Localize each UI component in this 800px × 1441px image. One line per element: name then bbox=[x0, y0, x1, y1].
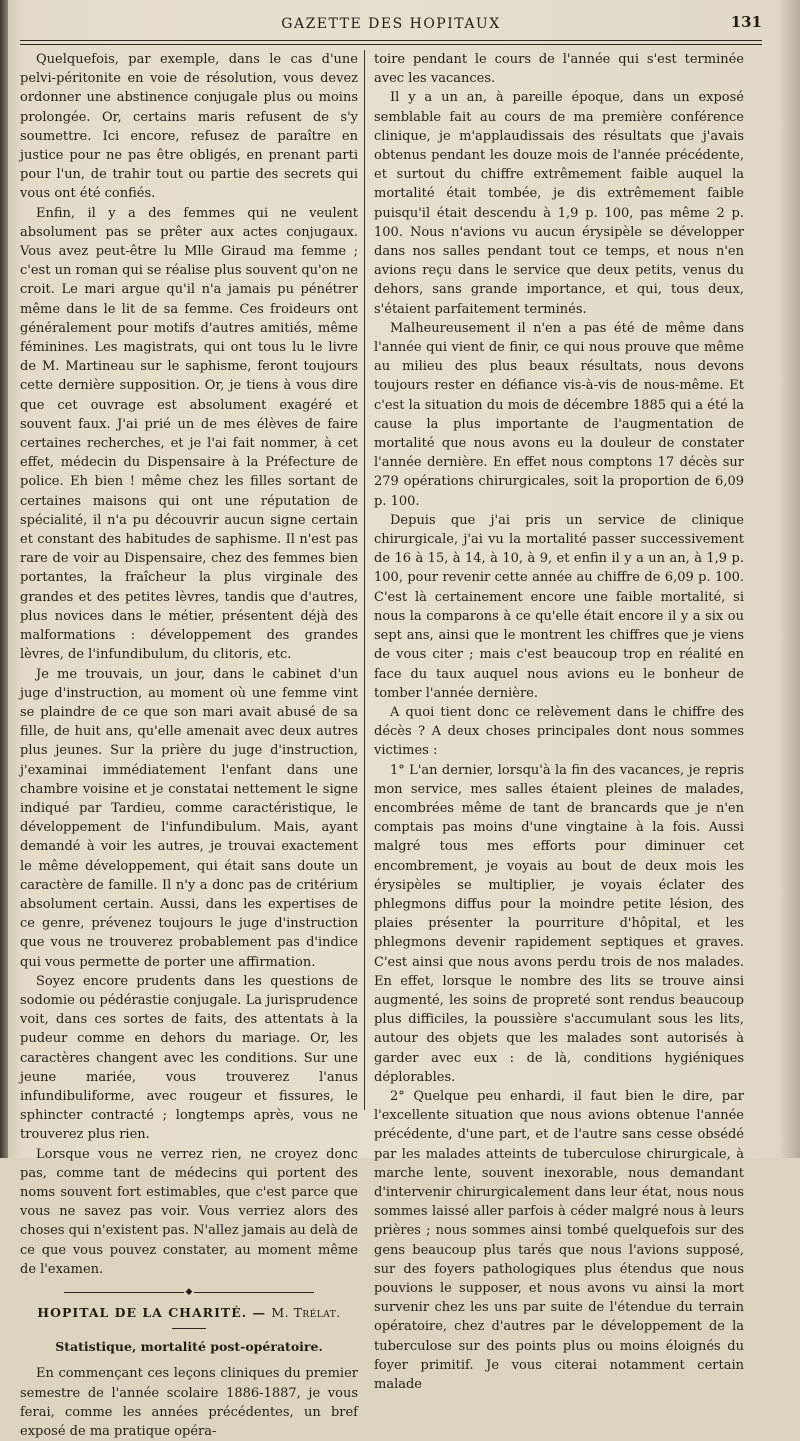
page-header bbox=[20, 10, 762, 40]
column-divider bbox=[364, 50, 365, 1110]
paragraph: 2° Quelque peu enhardi, il faut bien le dire, par l'excellente situation que nous avions obtenue l'année précédente, d'une part, et de l'autre sans cesse obsédé par les malades atteints de tuberculose chirurgicale, à marche lente, souvent inexorable, nous demandant d'intervenir chirurgicalement dans leur état, nous nous sommes laissé aller parfois à céder malgré nous à leurs prières ; nous sommes ainsi tombé quelquefois sur des gens beaucoup plus tarés que nous l'avions supposé, sur des foyers pathologiques plus étendus que nous pouvions le supposer, et nous avons vu ainsi la mort survenir chez les uns par suite de l'étendue du terrain opératoire, chez d'autres par le développement de la tuberculose sur des points plus ou moins éloignés du foyer primitif. Je vous citerai notamment certain malade bbox=[374, 1088, 744, 1393]
paragraph: Depuis que j'ai pris un service de clinique chirurgicale, j'ai vu la mortalité passer successivement de 16 à 15, à 14, à 10, à 9, et enfin il y a un an, à 1,9 p. 100, pour revenir cette année au chiffre de 6,09 p. 100. C'est là certainement encore une faible mortalité, si nous la comparons à ce qu'elle était encore il y a six ou sept ans, ainsi que le montrent les chiffres que je viens de vous citer ; mais c'est beaucoup trop en réalité en face du taux auquel nous avions eu le bonheur de tomber l'année dernière. bbox=[374, 512, 744, 701]
short-rule bbox=[172, 1328, 206, 1329]
title-dash: — bbox=[247, 1305, 272, 1320]
paragraph: Enfin, il y a des femmes qui ne veulent absolument pas se prêter aux actes conjugaux. Vous avez peut-être lu Mlle Giraud ma femme ; c'est un roman qui se réalise plus souvent qu'on ne croit. Le mari argue qu'il n'a jamais pu pénétrer même dans le lit de sa femme. Ces froideurs ont généralement pour motifs d'autres amitiés, même féminines. Les magistrats, qui ont tous lu le livre de M. Martineau sur le saphisme, feront toujours cette dernière supposition. Or, je tiens à vous dire que cet ouvrage est absolument exagéré et souvent faux. J'ai prié un de mes élèves de faire certaines recherches, et je l'ai fait nommer, à cet effet, médecin du Dispensaire à la Préfecture de police. Eh bien ! même chez les filles sortant de certaines maisons qui ont une réputation de spécialité, il n'a pu découvrir aucun signe certain et constant des habitudes de saphisme. Il n'est pas rare de voir au Dispensaire, chez des femmes bien portantes, la fraîcheur la plus virginale des grandes et des petites lèvres, tandis que d'autres, plus novices dans le métier, présentent déjà des malformations : développement des grandes lèvres, de l'infundibulum, du clitoris, etc. bbox=[20, 205, 358, 663]
author-name: M. Trélat. bbox=[271, 1305, 341, 1320]
subsection-title: Statistique, mortalité post-opératoire. bbox=[55, 1339, 323, 1355]
journal-title: GAZETTE DES HOPITAUX bbox=[281, 16, 501, 32]
paragraph: Lorsque vous ne verrez rien, ne croyez donc pas, comme tant de médecins qui portent des noms souvent fort estimables, que c'est parce que vous ne savez pas voir. Vous verriez alors des choses qui n'existent pas. N'allez jamais au delà de ce que vous pouvez constater, au moment même de l'examen. bbox=[20, 1146, 358, 1277]
section-separator: ◆ bbox=[20, 1287, 358, 1297]
binding-gutter bbox=[0, 0, 8, 1158]
paragraph: Il y a un an, à pareille époque, dans un exposé semblable fait au cours de ma première conférence clinique, je m'applaudissais des résultats que j'avais obtenus pendant les douze mois de l'année précédente, et surtout du chiffre extrêmement faible auquel la mortalité était tombée, je dis extrêmement faible puisqu'il était descendu à 1,9 p. 100, pas même 2 p. 100. Nous n'avions vu aucun érysipèle se développer dans nos salles pendant tout ce temps, et nous n'en avions reçu dans le service que deux petits, venus du dehors, sans grande importance, et qui, tous deux, s'étaient parfaitement terminés. bbox=[374, 90, 744, 317]
paragraph: A quoi tient donc ce relèvement dans le chiffre des décès ? A deux choses principales dont nous sommes victimes : bbox=[374, 704, 744, 759]
page-edge-shadow bbox=[780, 0, 800, 1158]
hospital-name: HOPITAL DE LA CHARITÉ. bbox=[37, 1305, 248, 1320]
paragraph: toire pendant le cours de l'année qui s'est terminée avec les vacances. bbox=[374, 52, 744, 87]
header-rule-thin bbox=[20, 44, 762, 45]
right-column bbox=[374, 50, 744, 1394]
paragraph: Soyez encore prudents dans les questions de sodomie ou pédérastie conjugale. La jurisprudence voit, dans ces sortes de faits, des attentats à la pudeur comme en dehors du mariage. Or, les caractères changent avec les conditions. Sur une jeune mariée, vous trouverez l'anus infundibuliforme, avec rougeur et fissures, le sphincter contracté ; longtemps après, vous ne trouverez plus rien. bbox=[20, 973, 358, 1143]
left-column bbox=[20, 50, 358, 1441]
paragraph: Je me trouvais, un jour, dans le cabinet d'un juge d'instruction, au moment où une femme vint se plaindre de ce que son mari avait abusé de sa fille, de huit ans, qu'elle amenait avec deux autres plus jeunes. Sur la prière du juge d'instruction, j'examinai immédiatement l'enfant dans une chambre voisine et je constatai nettement le signe indiqué par Tardieu, comme caractéristique, le développement de l'infundibulum. Mais, ayant demandé à voir les autres, je trouvai exactement le même développement, qui était sans doute un caractère de famille. Il n'y a donc pas de critérium absolument certain. Aussi, dans les expertises de ce genre, prévenez toujours le juge d'instruction que vous ne trouverez probablement pas d'indice qui vous permette de porter une affirmation. bbox=[20, 666, 358, 970]
paragraph: En commençant ces leçons cliniques du premier semestre de l'année scolaire 1886-1887, je vous ferai, comme les années précédentes, un bref exposé de ma pratique opéra- bbox=[20, 1366, 358, 1440]
page-number: 131 bbox=[730, 13, 762, 31]
header-rule bbox=[20, 40, 762, 41]
paragraph: Malheureusement il n'en a pas été de même dans l'année qui vient de finir, ce qui nous prouve que même au milieu des plus beaux résultats, nous devons toujours rester en défiance vis-à-vis de nous-même. Et c'est la situation du mois de décembre 1885 qui a été la cause la plus importante de l'augmentation de mortalité que nous avons eu la douleur de constater l'année dernière. En effet nous comptons 17 décès sur 279 opérations chirurgicales, soit la proportion de 6,09 p. 100. bbox=[374, 320, 744, 509]
section-title bbox=[20, 1303, 358, 1322]
paragraph: 1° L'an dernier, lorsqu'à la fin des vacances, je repris mon service, mes salles étaient pleines de malades, encombrées même de tant de brancards que je n'en comptais pas moins d'une vingtaine à la fois. Aussi malgré tous mes efforts pour diminuer cet encombrement, je voyais au bout de deux mois les érysipèles se multiplier, je voyais éclater des phlegmons diffus pour la moindre petite lésion, des plaies présenter la pourriture d'hôpital, et les phlegmons devenir rapidement septiques et graves. C'est ainsi que nous avons perdu trois de nos malades. En effet, lorsque le nombre des lits se trouve ainsi augmenté, les soins de propreté sont rendus beaucoup plus difficiles, la poussière s'accumulant sous les lits, autour des objets que les malades sont autorisés à garder avec eux : de là, conditions hygiéniques déplorables. bbox=[374, 762, 744, 1085]
paragraph: Quelquefois, par exemple, dans le cas d'une pelvi-péritonite en voie de résolution, vous devez ordonner une abstinence conjugale plus ou moins prolongée. Or, certains maris refusent de s'y soumettre. Ici encore, refusez de paraître en justice pour ne pas être obligés, en prenant parti pour l'un, de trahir tout ou partie des secrets qui vous ont été confiés. bbox=[20, 52, 358, 202]
